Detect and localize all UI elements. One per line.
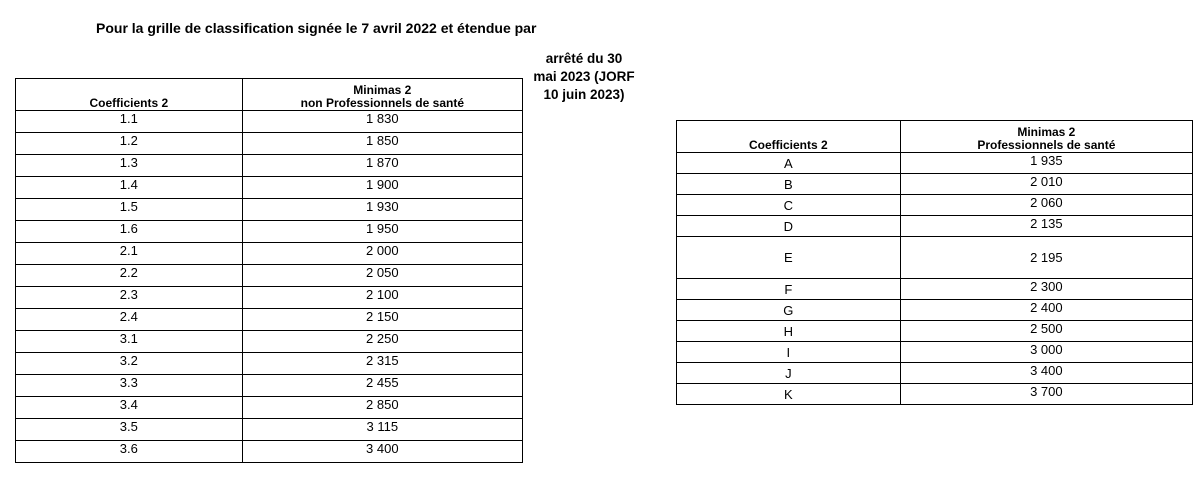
coefficient-cell: 1.2 — [16, 133, 243, 155]
minimas-cell: 3 700 — [900, 384, 1192, 405]
coefficient-cell: A — [677, 153, 901, 174]
minimas-cell: 2 060 — [900, 195, 1192, 216]
minimas-cell: 3 400 — [900, 363, 1192, 384]
table-row — [16, 221, 523, 243]
minimas-cell: 1 930 — [242, 199, 522, 221]
table-row — [677, 300, 1193, 321]
header-coefficients: Coefficients 2 — [677, 121, 901, 153]
coefficient-cell: 3.4 — [16, 397, 243, 419]
coefficient-cell: I — [677, 342, 901, 363]
minimas-cell: 3 000 — [900, 342, 1192, 363]
coefficient-cell: F — [677, 279, 901, 300]
side-note-line: arrêté du 30 — [545, 51, 623, 66]
coefficient-cell: 2.3 — [16, 287, 243, 309]
minimas-cell: 2 300 — [900, 279, 1192, 300]
header-coefficients: Coefficients 2 — [16, 79, 243, 111]
coefficient-cell: 3.5 — [16, 419, 243, 441]
coefficient-cell: D — [677, 216, 901, 237]
coefficient-cell: 1.5 — [16, 199, 243, 221]
minimas-cell: 1 950 — [242, 221, 522, 243]
table-row — [677, 195, 1193, 216]
minimas-cell: 1 900 — [242, 177, 522, 199]
table-header-row — [677, 121, 1193, 153]
table-row — [16, 265, 523, 287]
minimas-cell: 1 850 — [242, 133, 522, 155]
coefficient-cell: 2.4 — [16, 309, 243, 331]
minimas-cell: 1 935 — [900, 153, 1192, 174]
minimas-cell: 2 050 — [242, 265, 522, 287]
side-note — [526, 50, 642, 104]
side-note-line: mai 2023 (JORF — [533, 69, 635, 84]
header-minimas-line2: Professionnels de santé — [977, 138, 1116, 152]
table-row — [16, 243, 523, 265]
coefficient-cell: K — [677, 384, 901, 405]
coefficient-cell: H — [677, 321, 901, 342]
coefficient-cell: 3.2 — [16, 353, 243, 375]
header-minimas-line1: Minimas 2 — [1017, 125, 1076, 139]
right-table-body — [677, 153, 1193, 405]
table-row — [677, 174, 1193, 195]
coefficient-cell: J — [677, 363, 901, 384]
coefficient-cell: 3.1 — [16, 331, 243, 353]
table-row — [16, 419, 523, 441]
minimas-cell: 2 455 — [242, 375, 522, 397]
table-row — [16, 155, 523, 177]
table-row — [16, 309, 523, 331]
header-minimas — [900, 121, 1192, 153]
minimas-cell: 2 000 — [242, 243, 522, 265]
document-title: Pour la grille de classification signée le 7 avril 2022 et étendue par — [96, 20, 537, 36]
left-table-body — [16, 111, 523, 463]
table-row — [16, 441, 523, 463]
coefficient-cell: 1.1 — [16, 111, 243, 133]
coefficient-cell: 2.1 — [16, 243, 243, 265]
minimas-cell: 2 315 — [242, 353, 522, 375]
coefficient-cell: C — [677, 195, 901, 216]
minimas-cell: 3 400 — [242, 441, 522, 463]
table-row — [677, 384, 1193, 405]
table-row — [677, 216, 1193, 237]
coefficient-cell: 3.6 — [16, 441, 243, 463]
table-row — [677, 321, 1193, 342]
minimas-cell: 2 195 — [900, 237, 1192, 279]
side-note-line: 10 juin 2023) — [543, 87, 625, 102]
minimas-cell: 2 850 — [242, 397, 522, 419]
coefficient-cell: B — [677, 174, 901, 195]
header-minimas-line2: non Professionnels de santé — [300, 96, 464, 110]
coefficient-cell: 2.2 — [16, 265, 243, 287]
minimas-cell: 2 100 — [242, 287, 522, 309]
table-row — [677, 279, 1193, 300]
table-row — [16, 397, 523, 419]
table-row — [16, 287, 523, 309]
table-row — [16, 375, 523, 397]
minimas-cell: 1 830 — [242, 111, 522, 133]
table-row — [677, 363, 1193, 384]
coefficient-cell: G — [677, 300, 901, 321]
coefficient-cell: 1.6 — [16, 221, 243, 243]
table-row — [16, 353, 523, 375]
minimas-cell: 1 870 — [242, 155, 522, 177]
minimas-cell: 2 400 — [900, 300, 1192, 321]
header-minimas — [242, 79, 522, 111]
minimas-cell: 3 115 — [242, 419, 522, 441]
table-row — [16, 331, 523, 353]
minimas-cell: 2 500 — [900, 321, 1192, 342]
coefficient-cell: 3.3 — [16, 375, 243, 397]
table-row — [16, 133, 523, 155]
table-row — [677, 237, 1193, 279]
coefficient-cell: 1.3 — [16, 155, 243, 177]
minimas-cell: 2 010 — [900, 174, 1192, 195]
table-row — [677, 153, 1193, 174]
table-row — [16, 199, 523, 221]
table-row — [16, 177, 523, 199]
right-table — [676, 120, 1193, 405]
table-row — [677, 342, 1193, 363]
coefficient-cell: 1.4 — [16, 177, 243, 199]
header-minimas-line1: Minimas 2 — [353, 83, 412, 97]
minimas-cell: 2 150 — [242, 309, 522, 331]
coefficient-cell: E — [677, 237, 901, 279]
table-header-row — [16, 79, 523, 111]
minimas-cell: 2 250 — [242, 331, 522, 353]
table-row — [16, 111, 523, 133]
left-table — [15, 78, 523, 463]
minimas-cell: 2 135 — [900, 216, 1192, 237]
